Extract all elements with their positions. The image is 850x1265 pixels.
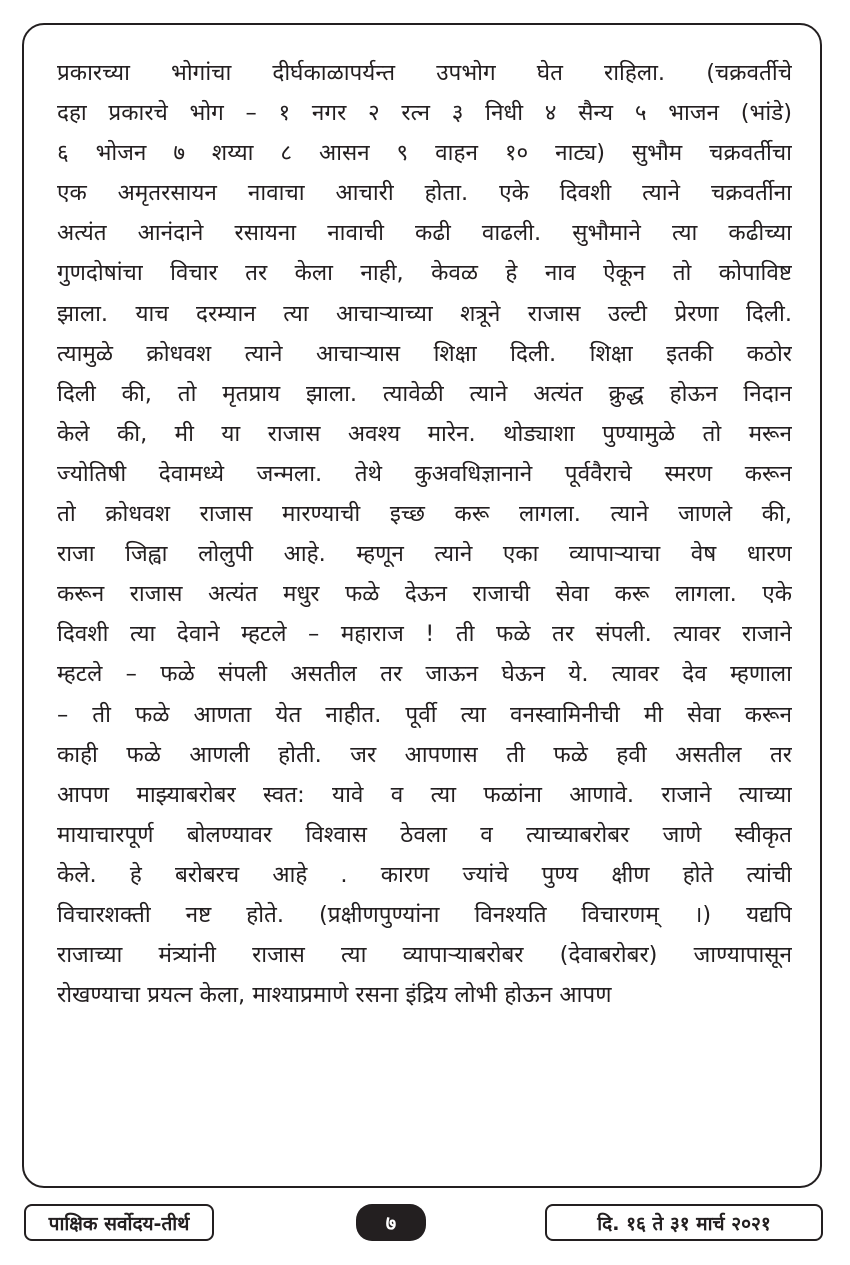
body-text: [57, 53, 792, 1015]
text-line: आपण माझ्याबरोबर स्वत: यावे व त्या फळांना आणावे. राजाने त्याच्या: [57, 781, 792, 808]
text-line: त्यामुळे क्रोधवश त्याने आचाऱ्यास शिक्षा दिली. शिक्षा इतकी कठोर: [57, 340, 792, 367]
text-line: केले. हे बरोबरच आहे . कारण ज्यांचे पुण्य क्षीण होते त्यांची: [57, 861, 792, 888]
text-line: दहा प्रकारचे भोग – १ नगर २ रत्न ३ निधी ४ सैन्य ५ भाजन (भांडे): [57, 100, 792, 127]
text-line: ६ भोजन ७ शय्या ८ आसन ९ वाहन १० नाट्य) सुभौम चक्रवर्तीचा: [57, 140, 792, 167]
text-line: दिवशी त्या देवाने म्हटले – महाराज ! ती फळे तर संपली. त्यावर राजाने: [57, 621, 792, 648]
page-number: ७: [356, 1204, 426, 1241]
text-line: एक अमृतरसायन नावाचा आचारी होता. एके दिवशी त्याने चक्रवर्तीना: [57, 180, 792, 207]
text-line: तो क्रोधवश राजास मारण्याची इच्छ करू लागला. त्याने जाणले की,: [57, 501, 792, 528]
text-line: दिली की, तो मृतप्राय झाला. त्यावेळी त्याने अत्यंत क्रुद्ध होऊन निदान: [57, 380, 792, 407]
text-line: काही फळे आणली होती. जर आपणास ती फळे हवी असतील तर: [57, 741, 792, 768]
text-line: झाला. याच दरम्यान त्या आचाऱ्याच्या शत्रूने राजास उल्टी प्रेरणा दिली.: [57, 300, 792, 327]
text-line: करून राजास अत्यंत मधुर फळे देऊन राजाची सेवा करू लागला. एके: [57, 581, 792, 608]
text-line: ज्योतिषी देवामध्ये जन्मला. तेथे कुअवधिज्ञानाने पूर्ववैराचे स्मरण करून: [57, 460, 792, 487]
text-line: अत्यंत आनंदाने रसायना नावाची कढी वाढली. सुभौमाने त्या कढीच्या: [57, 220, 792, 247]
text-line: रोखण्याचा प्रयत्न केला, माश्याप्रमाणे रसना इंद्रिय लोभी होऊन आपण: [57, 982, 612, 1009]
issue-date: दि. १६ ते ३१ मार्च २०२१: [545, 1204, 823, 1241]
text-line: राजा जिह्वा लोलुपी आहे. म्हणून त्याने एका व्यापाऱ्याचा वेष धारण: [57, 541, 792, 568]
text-line: मायाचारपूर्ण बोलण्यावर विश्वास ठेवला व त्याच्याबरोबर जाणे स्वीकृत: [57, 821, 792, 848]
text-line: विचारशक्ती नष्ट होते. (प्रक्षीणपुण्यांना विनश्यति विचारणम् ।) यद्यपि: [57, 901, 792, 928]
text-line: – ती फळे आणता येत नाहीत. पूर्वी त्या वनस्वामिनीची मी सेवा करून: [57, 701, 792, 728]
text-line: केले की, मी या राजास अवश्य मारेन. थोड्याशा पुण्यामुळे तो मरून: [57, 420, 792, 447]
text-line: प्रकारच्या भोगांचा दीर्घकाळापर्यन्त उपभोग घेत राहिला. (चक्रवर्तीचे: [57, 60, 792, 86]
text-line: गुणदोषांचा विचार तर केला नाही, केवळ हे नाव ऐकून तो कोपाविष्ट: [57, 260, 792, 287]
text-line: राजाच्या मंत्र्यांनी राजास त्या व्यापाऱ्याबरोबर (देवाबरोबर) जाण्यापासून: [57, 942, 792, 969]
publication-name: पाक्षिक सर्वोदय-तीर्थ: [24, 1204, 214, 1241]
text-line: म्हटले – फळे संपली असतील तर जाऊन घेऊन ये. त्यावर देव म्हणाला: [57, 661, 792, 688]
